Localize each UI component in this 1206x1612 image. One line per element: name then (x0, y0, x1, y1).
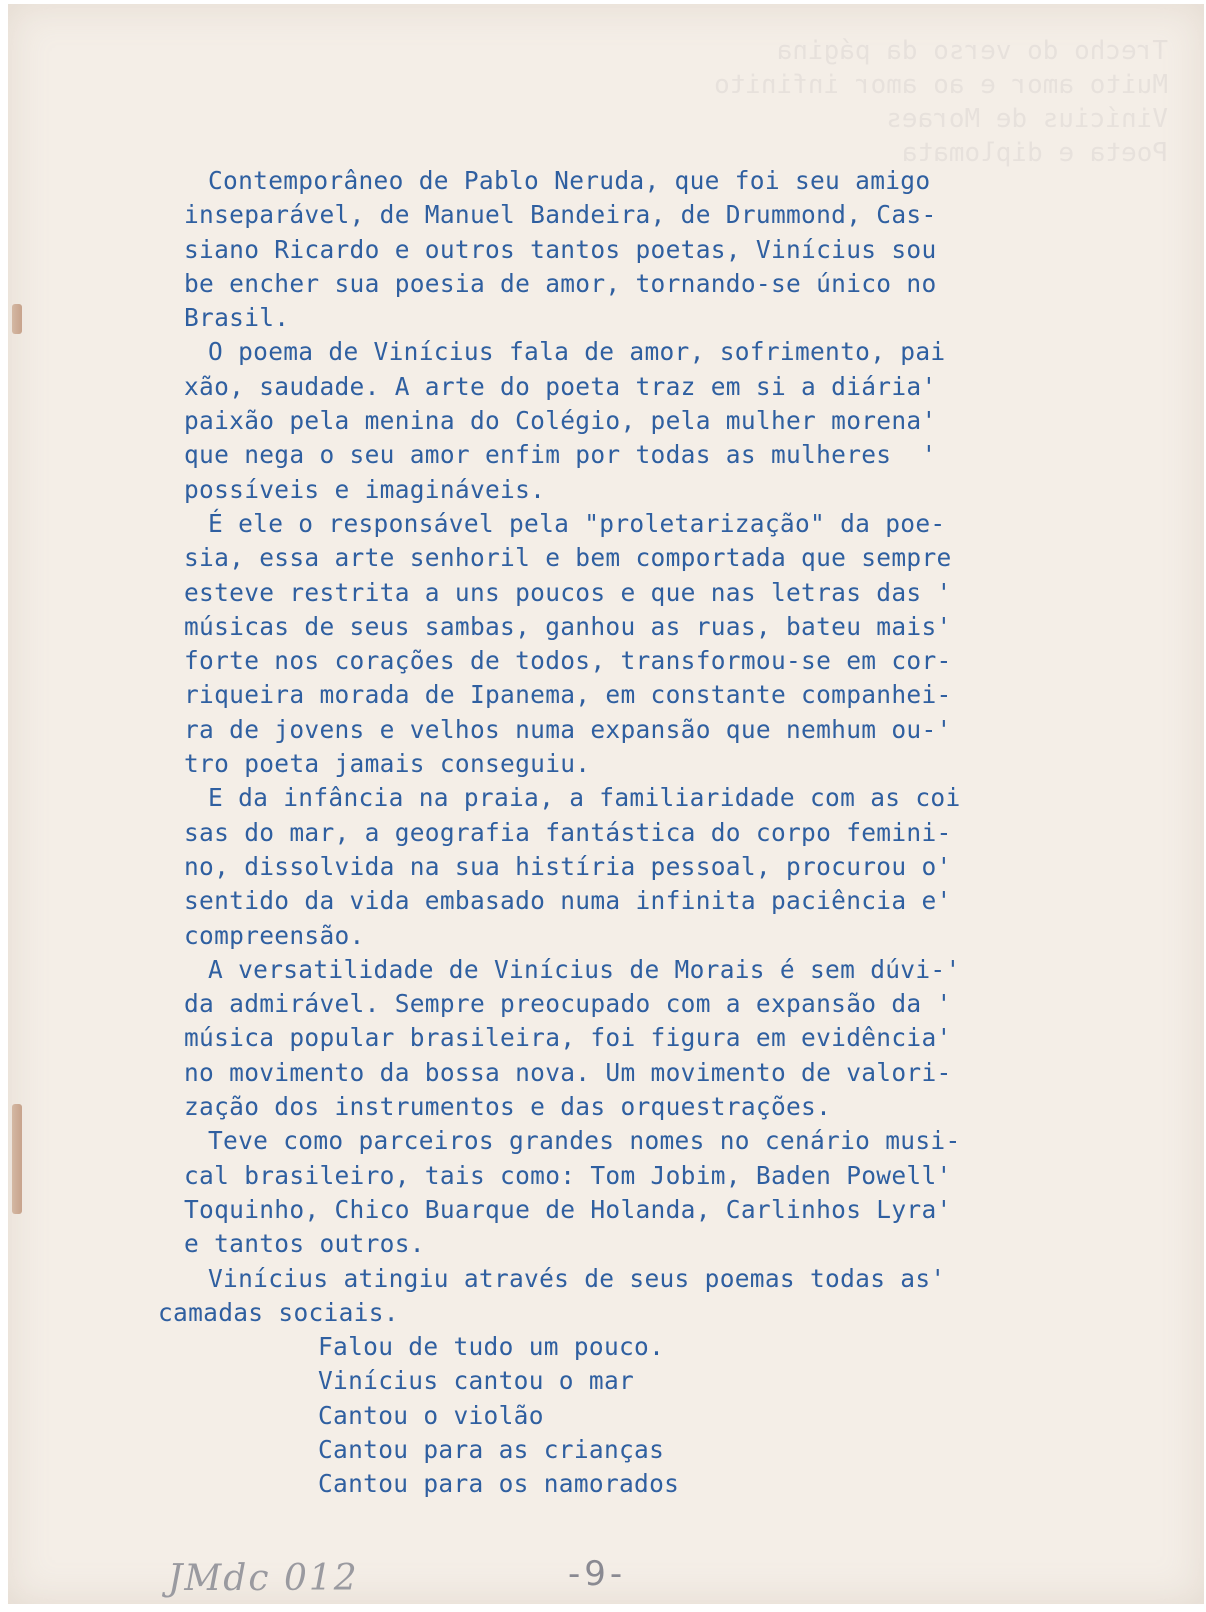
paragraph-4 (158, 781, 1168, 952)
text-line: zação dos instrumentos e das orquestrações. (184, 1092, 832, 1122)
text-line: que nega o seu amor enfim por todas as mulheres ' (184, 440, 937, 470)
text-line: Contemporâneo de Pablo Neruda, que foi seu amigo (208, 166, 931, 195)
text-line: É ele o responsável pela "proletarização" da poe- (208, 508, 946, 538)
text-line: da admirável. Sempre preocupado com a expansão da ' (184, 989, 952, 1019)
text-line: música popular brasileira, foi figura em evidência' (184, 1023, 952, 1053)
page-number: -9- (568, 1554, 627, 1594)
text-line: Brasil. (184, 303, 290, 333)
text-line: cal brasileiro, tais como: Tom Jobim, Baden Powell' (184, 1160, 952, 1190)
poem-line: Cantou para as crianças (318, 1434, 665, 1464)
text-line: inseparável, de Manuel Bandeira, de Drummond, Cas- (184, 200, 937, 230)
text-line: músicas de seus sambas, ganhou as ruas, bateu mais' (184, 611, 952, 641)
paragraph-3 (158, 507, 1168, 781)
text-line: camadas sociais. (158, 1297, 399, 1327)
poem-line: Cantou o violão (318, 1400, 544, 1430)
paragraph-2 (158, 335, 1168, 506)
text-line: A versatilidade de Vinícius de Morais é sem dúvi-' (208, 954, 961, 984)
poem-line: Cantou para os namorados (318, 1469, 680, 1499)
poem-line: Falou de tudo um pouco. (318, 1332, 665, 1362)
text-line: no movimento da bossa nova. Um movimento de valori- (184, 1057, 952, 1087)
text-line: esteve restrita a uns poucos e que nas letras das ' (184, 577, 952, 607)
text-line: sia, essa arte senhoril e bem comportada que sempre (184, 543, 952, 573)
text-line: possíveis e imagináveis. (184, 474, 546, 504)
handwritten-archive-code: JMdc 012 (168, 1558, 359, 1599)
text-line: no, dissolvida na sua histíria pessoal, procurou o' (184, 851, 952, 881)
text-line: forte nos corações de todos, transformou-se em cor- (184, 646, 952, 676)
page-footer (168, 1554, 868, 1604)
text-line: Toquinho, Chico Buarque de Holanda, Carlinhos Lyra' (184, 1194, 952, 1224)
document-page (8, 4, 1204, 1604)
paragraph-5 (158, 953, 1168, 1124)
text-line: siano Ricardo e outros tantos poetas, Vinícius sou (184, 234, 937, 264)
paragraph-6 (158, 1124, 1168, 1261)
text-line: Teve como parceiros grandes nomes no cenário musi- (208, 1126, 961, 1156)
text-line: xão, saudade. A arte do poeta traz em si a diária' (184, 371, 937, 401)
paragraph-1 (158, 164, 1168, 335)
poem-verses (158, 1330, 1168, 1501)
text-line: O poema de Vinícius fala de amor, sofrimento, pai (208, 337, 946, 367)
text-line: tro poeta jamais conseguiu. (184, 749, 591, 779)
text-line: sas do mar, a geografia fantástica do corpo femini- (184, 817, 952, 847)
paragraph-7 (158, 1262, 1168, 1331)
text-line: e tantos outros. (184, 1229, 425, 1259)
text-line: ra de jovens e velhos numa expansão que nemhum ou-' (184, 714, 952, 744)
text-line: sentido da vida embasado numa infinita paciência e' (184, 886, 952, 916)
text-line: compreensão. (184, 920, 365, 950)
bleed-through-text: Trecho do verso da página Muito amor e ao amor infinito Vinícius de Moraes Poeta e diplomata (714, 36, 1168, 168)
text-line: Vinícius atingiu através de seus poemas todas as' (208, 1263, 946, 1293)
text-line: riqueira morada de Ipanema, em constante companhei- (184, 680, 952, 710)
staple-mark-top (12, 304, 22, 334)
text-line: paixão pela menina do Colégio, pela mulher morena' (184, 406, 937, 436)
body-text (158, 164, 1168, 1502)
staple-mark-bottom (12, 1104, 22, 1214)
text-line: E da infância na praia, a familiaridade com as coi (208, 783, 961, 813)
poem-line: Vinícius cantou o mar (318, 1366, 635, 1396)
text-line: be encher sua poesia de amor, tornando-se único no (184, 268, 937, 298)
